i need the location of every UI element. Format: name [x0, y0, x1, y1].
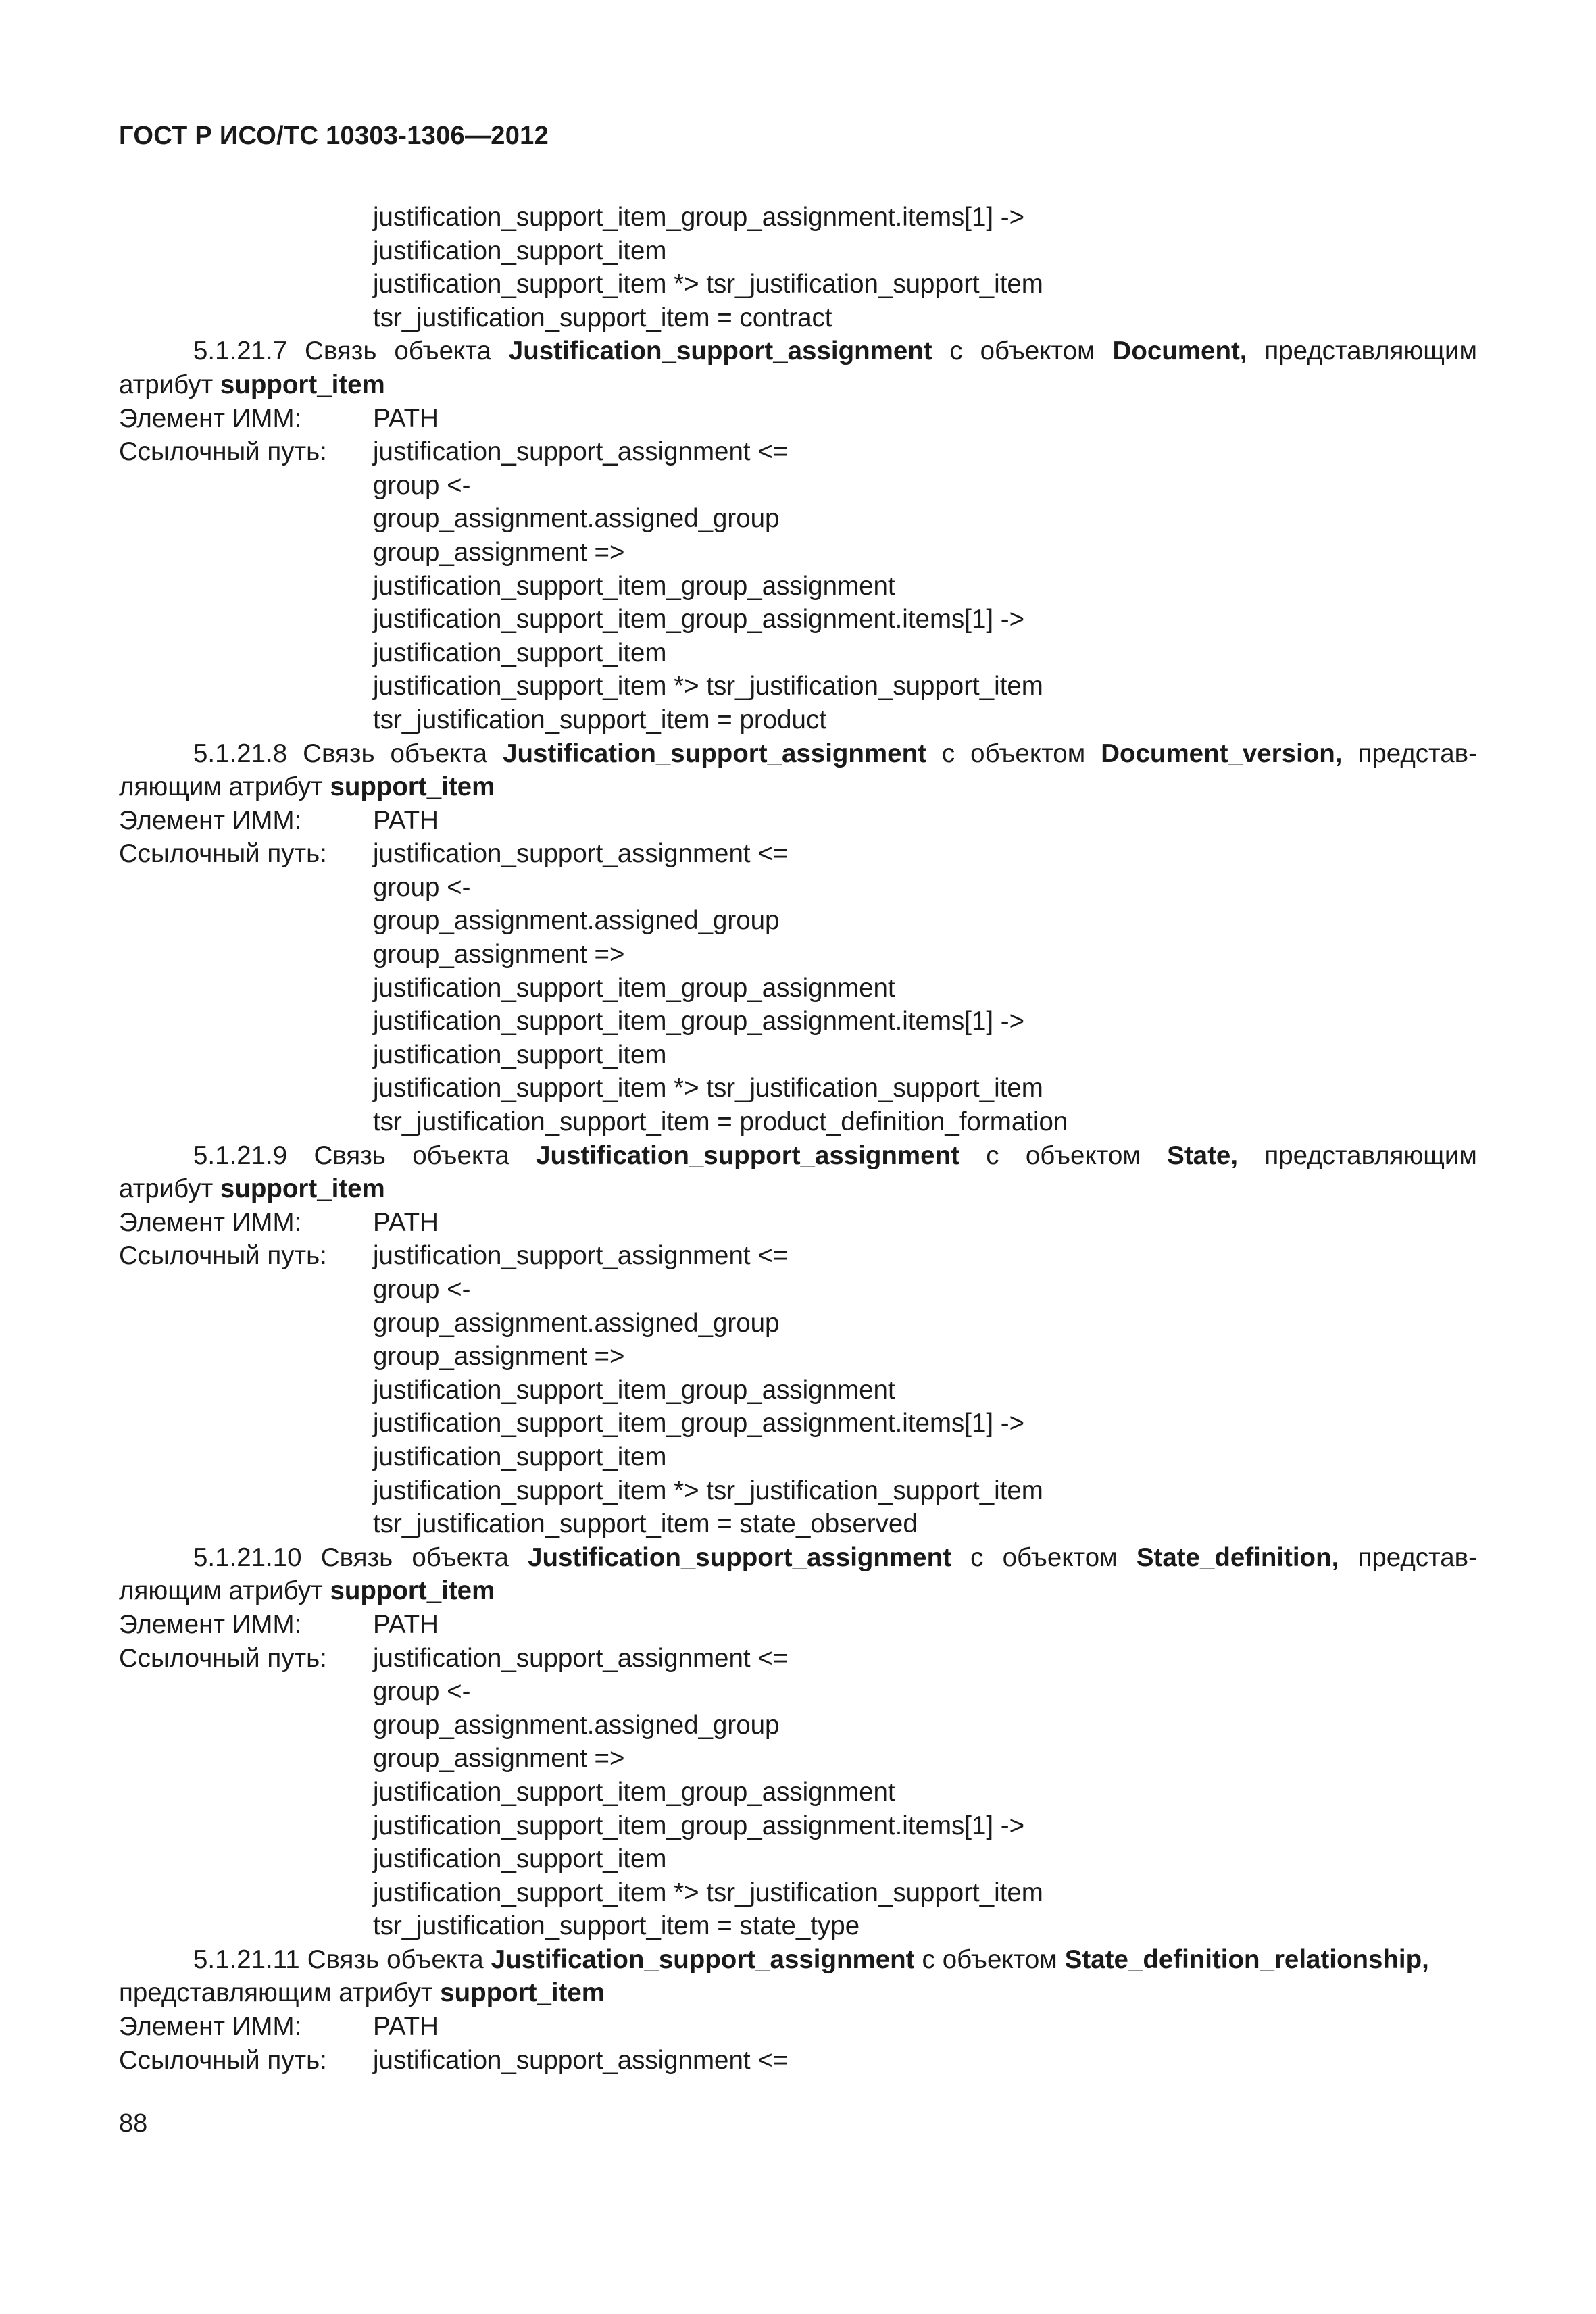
- reference-path-row: [119, 837, 1477, 871]
- target-entity-name: Document_version,: [1101, 738, 1343, 768]
- heading-word: представляющим: [1264, 1140, 1477, 1170]
- path-line: justification_support_item: [373, 1442, 667, 1472]
- heading-word: объектом: [970, 738, 1086, 768]
- heading-word: объекта: [412, 1140, 509, 1170]
- reference-path-row: [119, 1642, 1477, 1676]
- heading-word: Связь: [307, 1944, 380, 1974]
- target-entity-name: Document,: [1112, 336, 1247, 366]
- section-number: 5.1.21.11: [193, 1944, 300, 1974]
- path-line: group_assignment =>: [373, 1342, 625, 1372]
- section-heading-continuation: [119, 1574, 1477, 1608]
- path-line: justification_support_item_group_assignment.items[1] ->: [373, 203, 1025, 232]
- target-entity-name: State_definition,: [1136, 1542, 1339, 1572]
- path-line: justification_support_item *> tsr_justification_support_item: [373, 1878, 1043, 1907]
- page-number: 88: [119, 2109, 148, 2138]
- path-line: tsr_justification_support_item = state_observed: [373, 1509, 918, 1539]
- path-line: justification_support_item: [373, 638, 667, 668]
- section-heading-continuation: [119, 1172, 1477, 1206]
- heading-continuation-text: атрибут: [119, 1174, 214, 1204]
- attribute-name: support_item: [330, 772, 495, 802]
- entity-name: Justification_support_assignment: [536, 1140, 959, 1170]
- section-number: 5.1.21.8: [193, 738, 288, 768]
- reference-path-row: [119, 1239, 1477, 1273]
- mim-element-value: PATH: [373, 805, 439, 835]
- path-line: justification_support_item_group_assignment: [373, 571, 895, 601]
- target-entity-name: State_definition_relationship,: [1064, 1944, 1429, 1974]
- reference-path-label: Ссылочный путь:: [119, 839, 327, 869]
- path-line: justification_support_item *> tsr_justification_support_item: [373, 1476, 1043, 1505]
- heading-word: представляющим: [1264, 336, 1477, 366]
- heading-word: Связь: [320, 1542, 393, 1572]
- section-heading: [119, 1139, 1477, 1173]
- heading-word: объектом: [980, 336, 1095, 366]
- heading-word: представ-: [1357, 738, 1477, 768]
- section-heading: [119, 334, 1477, 368]
- path-line: justification_support_assignment <=: [373, 1643, 789, 1673]
- path-line: justification_support_item: [373, 1844, 667, 1874]
- heading-word: представ-: [1357, 1542, 1477, 1572]
- attribute-name: support_item: [220, 1174, 385, 1204]
- heading-word: объекта: [412, 1542, 509, 1572]
- reference-path-row: [119, 435, 1477, 469]
- reference-path-label: Ссылочный путь:: [119, 2045, 327, 2075]
- path-line: group_assignment.assigned_group: [373, 1308, 780, 1338]
- heading-word: с: [941, 738, 955, 768]
- entity-name: Justification_support_assignment: [528, 1542, 951, 1572]
- path-line: group <-: [373, 872, 471, 902]
- section-number: 5.1.21.10: [193, 1542, 302, 1572]
- document-header-title: ГОСТ Р ИСО/ТС 10303-1306—2012: [119, 122, 549, 150]
- heading-word: с: [922, 1944, 935, 1974]
- path-line: justification_support_item_group_assignment: [373, 1777, 895, 1807]
- path-line: group <-: [373, 1275, 471, 1304]
- section-heading-continuation: [119, 1976, 1477, 2010]
- section-heading: [119, 1943, 1477, 1977]
- section-heading-continuation: [119, 770, 1477, 804]
- heading-continuation-text: атрибут: [119, 370, 214, 399]
- document-body: [119, 201, 1477, 2077]
- path-line: justification_support_assignment <=: [373, 437, 789, 467]
- path-line: justification_support_assignment <=: [373, 2045, 789, 2075]
- target-entity-name: State,: [1167, 1140, 1239, 1170]
- heading-word: Связь: [305, 336, 377, 366]
- mim-element-label: Элемент ИММ:: [119, 1207, 302, 1237]
- heading-word: объекта: [390, 738, 488, 768]
- mim-element-row: [119, 402, 1477, 436]
- path-line: justification_support_assignment <=: [373, 1241, 789, 1271]
- mim-element-label: Элемент ИММ:: [119, 1609, 302, 1639]
- section-number: 5.1.21.7: [193, 336, 288, 366]
- heading-word: с: [949, 336, 963, 366]
- mim-element-value: PATH: [373, 2012, 439, 2042]
- path-line: group_assignment.assigned_group: [373, 504, 780, 534]
- mim-element-row: [119, 1206, 1477, 1240]
- heading-word: объектом: [942, 1944, 1057, 1974]
- entity-name: Justification_support_assignment: [491, 1944, 915, 1974]
- section-heading: [119, 737, 1477, 771]
- heading-continuation-text: ляющим атрибут: [119, 1576, 323, 1606]
- path-line: group_assignment.assigned_group: [373, 1710, 780, 1740]
- reference-path-label: Ссылочный путь:: [119, 437, 327, 467]
- mim-element-row: [119, 804, 1477, 838]
- path-line: justification_support_item: [373, 1040, 667, 1070]
- heading-word: с: [986, 1140, 999, 1170]
- heading-word: Связь: [303, 738, 375, 768]
- path-line: tsr_justification_support_item = product_definition_formation: [373, 1107, 1068, 1137]
- path-line: group <-: [373, 1677, 471, 1707]
- section-heading-continuation: [119, 368, 1477, 402]
- attribute-name: support_item: [440, 1978, 605, 2008]
- heading-word: объекта: [386, 1944, 484, 1974]
- path-line: justification_support_item_group_assignment.items[1] ->: [373, 1811, 1025, 1840]
- path-line: justification_support_item: [373, 236, 667, 266]
- reference-path-label: Ссылочный путь:: [119, 1643, 327, 1673]
- path-line: tsr_justification_support_item = product: [373, 705, 826, 734]
- mim-element-row: [119, 2010, 1477, 2044]
- mim-element-row: [119, 1608, 1477, 1642]
- mim-element-value: PATH: [373, 1609, 439, 1639]
- path-line: tsr_justification_support_item = contract: [373, 303, 832, 332]
- entity-name: Justification_support_assignment: [503, 738, 926, 768]
- reference-path-label: Ссылочный путь:: [119, 1241, 327, 1271]
- heading-word: с: [970, 1542, 984, 1572]
- path-line: justification_support_item_group_assignment.items[1] ->: [373, 605, 1025, 634]
- section-heading: [119, 1541, 1477, 1575]
- path-line: group_assignment =>: [373, 537, 625, 567]
- path-line: justification_support_assignment <=: [373, 839, 789, 869]
- path-line: group <-: [373, 470, 471, 500]
- path-line: tsr_justification_support_item = state_type: [373, 1911, 860, 1941]
- heading-continuation-text: ляющим атрибут: [119, 772, 323, 802]
- path-line: justification_support_item *> tsr_justification_support_item: [373, 672, 1043, 701]
- reference-path-row: [119, 2044, 1477, 2078]
- mim-element-label: Элемент ИММ:: [119, 2012, 302, 2042]
- path-line: justification_support_item_group_assignment: [373, 973, 895, 1003]
- attribute-name: support_item: [220, 370, 385, 399]
- path-line: justification_support_item_group_assignment.items[1] ->: [373, 1409, 1025, 1438]
- path-line: group_assignment =>: [373, 1744, 625, 1774]
- heading-word: объектом: [1025, 1140, 1141, 1170]
- heading-continuation-text: представляющим атрибут: [119, 1978, 433, 2008]
- heading-word: Связь: [314, 1140, 386, 1170]
- mim-element-label: Элемент ИММ:: [119, 805, 302, 835]
- path-line: group_assignment.assigned_group: [373, 906, 780, 936]
- path-line: group_assignment =>: [373, 940, 625, 970]
- heading-word: объектом: [1002, 1542, 1118, 1572]
- path-line: justification_support_item *> tsr_justification_support_item: [373, 270, 1043, 299]
- mim-element-value: PATH: [373, 1207, 439, 1237]
- path-line: justification_support_item_group_assignment.items[1] ->: [373, 1007, 1025, 1036]
- mim-element-label: Элемент ИММ:: [119, 403, 302, 433]
- attribute-name: support_item: [330, 1576, 495, 1606]
- entity-name: Justification_support_assignment: [508, 336, 932, 366]
- mim-element-value: PATH: [373, 403, 439, 433]
- path-line: justification_support_item *> tsr_justification_support_item: [373, 1074, 1043, 1103]
- heading-word: объекта: [394, 336, 491, 366]
- path-line: justification_support_item_group_assignment: [373, 1375, 895, 1405]
- section-number: 5.1.21.9: [193, 1140, 288, 1170]
